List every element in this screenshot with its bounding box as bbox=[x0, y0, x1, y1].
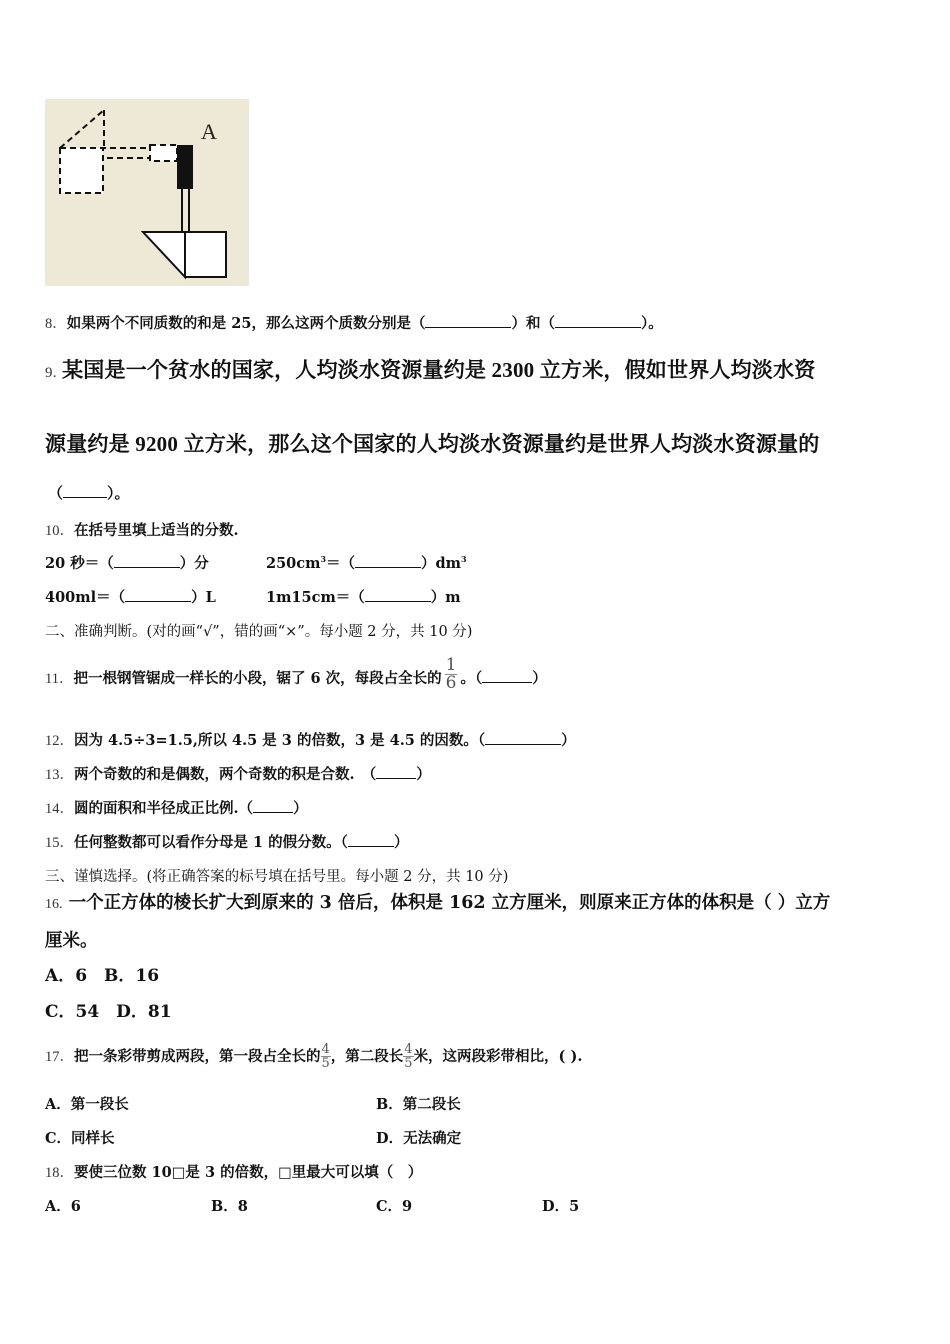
answer-blank[interactable] bbox=[425, 313, 511, 329]
paren-close: ） bbox=[393, 834, 409, 851]
question-text: 要使三位数 10□是 3 的倍数，□里最大可以填（ ） bbox=[74, 1164, 423, 1181]
question-number: 12． bbox=[45, 733, 74, 749]
denominator: 6 bbox=[445, 673, 457, 693]
question-number: 17． bbox=[45, 1049, 74, 1065]
question-9-line-1 bbox=[45, 354, 815, 384]
question-text: 把一根钢管锯成一样长的小段，锯了 6 次，每段占全长的 bbox=[73, 670, 442, 687]
denominator: 5 bbox=[321, 1056, 330, 1071]
answer-blank[interactable] bbox=[485, 730, 561, 746]
superscript: 3 bbox=[320, 554, 327, 565]
question-9-line-2 bbox=[45, 428, 820, 458]
question-15 bbox=[45, 831, 408, 852]
question-14 bbox=[45, 797, 308, 818]
item-text: 400ml＝（ bbox=[45, 589, 126, 606]
option-b[interactable]: B．8 bbox=[211, 1198, 248, 1215]
fraction-four-fifths bbox=[403, 1043, 413, 1070]
option-c[interactable]: C．同样长 bbox=[45, 1130, 115, 1147]
question-16-line-1 bbox=[45, 889, 830, 914]
paren-close: ）。 bbox=[107, 484, 130, 502]
conversion-item-2 bbox=[266, 552, 467, 573]
answer-blank[interactable] bbox=[348, 832, 394, 848]
option-b[interactable]: B．第二段长 bbox=[376, 1096, 461, 1113]
question-text: 圆的面积和半径成正比例.（ bbox=[74, 800, 254, 817]
superscript: 3 bbox=[461, 554, 467, 565]
question-16-options-row-2[interactable]: C．54 D．81 bbox=[45, 1002, 172, 1022]
item-text: 1m15cm＝（ bbox=[266, 589, 365, 606]
option-a[interactable]: A．6 bbox=[45, 1198, 81, 1215]
item-text: 20 秒＝（ bbox=[45, 555, 114, 572]
denominator: 5 bbox=[404, 1056, 413, 1071]
item-text: ）m bbox=[430, 589, 461, 606]
option-a[interactable]: A．第一段长 bbox=[45, 1096, 129, 1113]
question-text: 一个正方体的棱长扩大到原来的 3 倍后，体积是 162 立方厘米，则原来正方体的体积是（ ）立方 bbox=[68, 893, 831, 913]
numerator: 4 bbox=[404, 1042, 413, 1057]
question-11 bbox=[45, 648, 547, 692]
fraction-one-sixth bbox=[445, 657, 458, 692]
section-3-title: 三、谨慎选择。(将正确答案的标号填在括号里。每小题 2 分，共 10 分) bbox=[45, 869, 509, 885]
paren-close: ） bbox=[416, 766, 431, 783]
item-text: ）分 bbox=[179, 555, 209, 572]
question-text: 米，这两段彩带相比，( ). bbox=[413, 1048, 583, 1065]
question-text: 某国是一个贫水的国家，人均淡水资源量约是 2300 立方米，假如世界人均淡水资 bbox=[62, 358, 816, 382]
paren-close: ） bbox=[532, 670, 547, 687]
answer-blank[interactable] bbox=[253, 798, 293, 814]
question-13 bbox=[45, 763, 431, 784]
question-10 bbox=[45, 519, 239, 540]
question-text: 如果两个不同质数的和是 25，那么这两个质数分别是（ bbox=[66, 315, 426, 332]
answer-blank[interactable] bbox=[365, 587, 431, 603]
option-d[interactable]: D．无法确定 bbox=[376, 1130, 462, 1147]
question-16-line-2: 厘米。 bbox=[45, 931, 98, 951]
paren-close: ） bbox=[293, 800, 308, 817]
question-17 bbox=[45, 1028, 582, 1070]
numerator: 4 bbox=[321, 1042, 330, 1057]
question-text: 源量约是 9200 立方米，那么这个国家的人均淡水资源量约是世界人均淡水资源量的 bbox=[45, 432, 820, 456]
section-2-title: 二、准确判断。(对的画“√”，错的画“×”。每小题 2 分，共 10 分) bbox=[45, 624, 473, 640]
question-number: 15． bbox=[45, 835, 74, 851]
item-text: ）dm bbox=[421, 555, 462, 572]
option-c[interactable]: C．9 bbox=[376, 1198, 413, 1215]
option-d[interactable]: D．5 bbox=[542, 1198, 580, 1215]
question-number: 10． bbox=[45, 523, 74, 539]
question-number: 8． bbox=[45, 316, 67, 332]
question-text: ，第二段长 bbox=[330, 1048, 404, 1065]
question-number: 9. bbox=[45, 365, 57, 381]
question-number: 14． bbox=[45, 801, 74, 817]
question-number: 11． bbox=[45, 671, 74, 687]
question-8 bbox=[45, 312, 663, 333]
paren-close: ） bbox=[561, 732, 576, 749]
question-number: 18． bbox=[45, 1165, 74, 1181]
question-18 bbox=[45, 1161, 422, 1182]
question-16-options-row-1[interactable]: A．6 B．16 bbox=[45, 966, 160, 986]
answer-blank[interactable] bbox=[125, 587, 191, 603]
numerator: 1 bbox=[445, 655, 457, 675]
question-text: 。（ bbox=[460, 670, 483, 687]
answer-blank[interactable] bbox=[63, 482, 107, 498]
question-text: 因为 4.5÷3=1.5,所以 4.5 是 3 的倍数，3 是 4.5 的因数。（ bbox=[74, 732, 486, 749]
conversion-item-4 bbox=[266, 586, 461, 607]
question-figure bbox=[45, 99, 249, 286]
fraction-four-fifths bbox=[321, 1043, 331, 1070]
answer-blank[interactable] bbox=[376, 764, 416, 780]
answer-blank[interactable] bbox=[482, 668, 532, 684]
question-number: 13． bbox=[45, 767, 74, 783]
question-number: 16. bbox=[45, 897, 63, 912]
conversion-item-3 bbox=[45, 586, 216, 607]
question-text: 任何整数都可以看作分母是 1 的假分数。（ bbox=[74, 834, 348, 851]
question-text: ）。 bbox=[640, 315, 663, 332]
question-text: 把一条彩带剪成两段，第一段占全长的 bbox=[74, 1048, 321, 1065]
item-text: 250cm bbox=[266, 555, 321, 572]
conversion-item-1 bbox=[45, 552, 209, 573]
answer-blank[interactable] bbox=[555, 313, 641, 329]
answer-blank[interactable] bbox=[355, 553, 421, 569]
question-12 bbox=[45, 729, 576, 750]
answer-blank[interactable] bbox=[114, 553, 180, 569]
item-text: ）L bbox=[191, 589, 216, 606]
question-text: 在括号里填上适当的分数. bbox=[74, 522, 239, 539]
figure-label-a: A bbox=[201, 119, 217, 144]
item-text: ＝（ bbox=[326, 555, 356, 572]
paren-open: （ bbox=[48, 484, 64, 502]
question-9-line-3 bbox=[48, 482, 130, 503]
question-text: ）和（ bbox=[511, 315, 555, 332]
question-text: 两个奇数的和是偶数，两个奇数的积是合数. （ bbox=[74, 766, 377, 783]
geometry-figure-icon bbox=[45, 99, 249, 286]
